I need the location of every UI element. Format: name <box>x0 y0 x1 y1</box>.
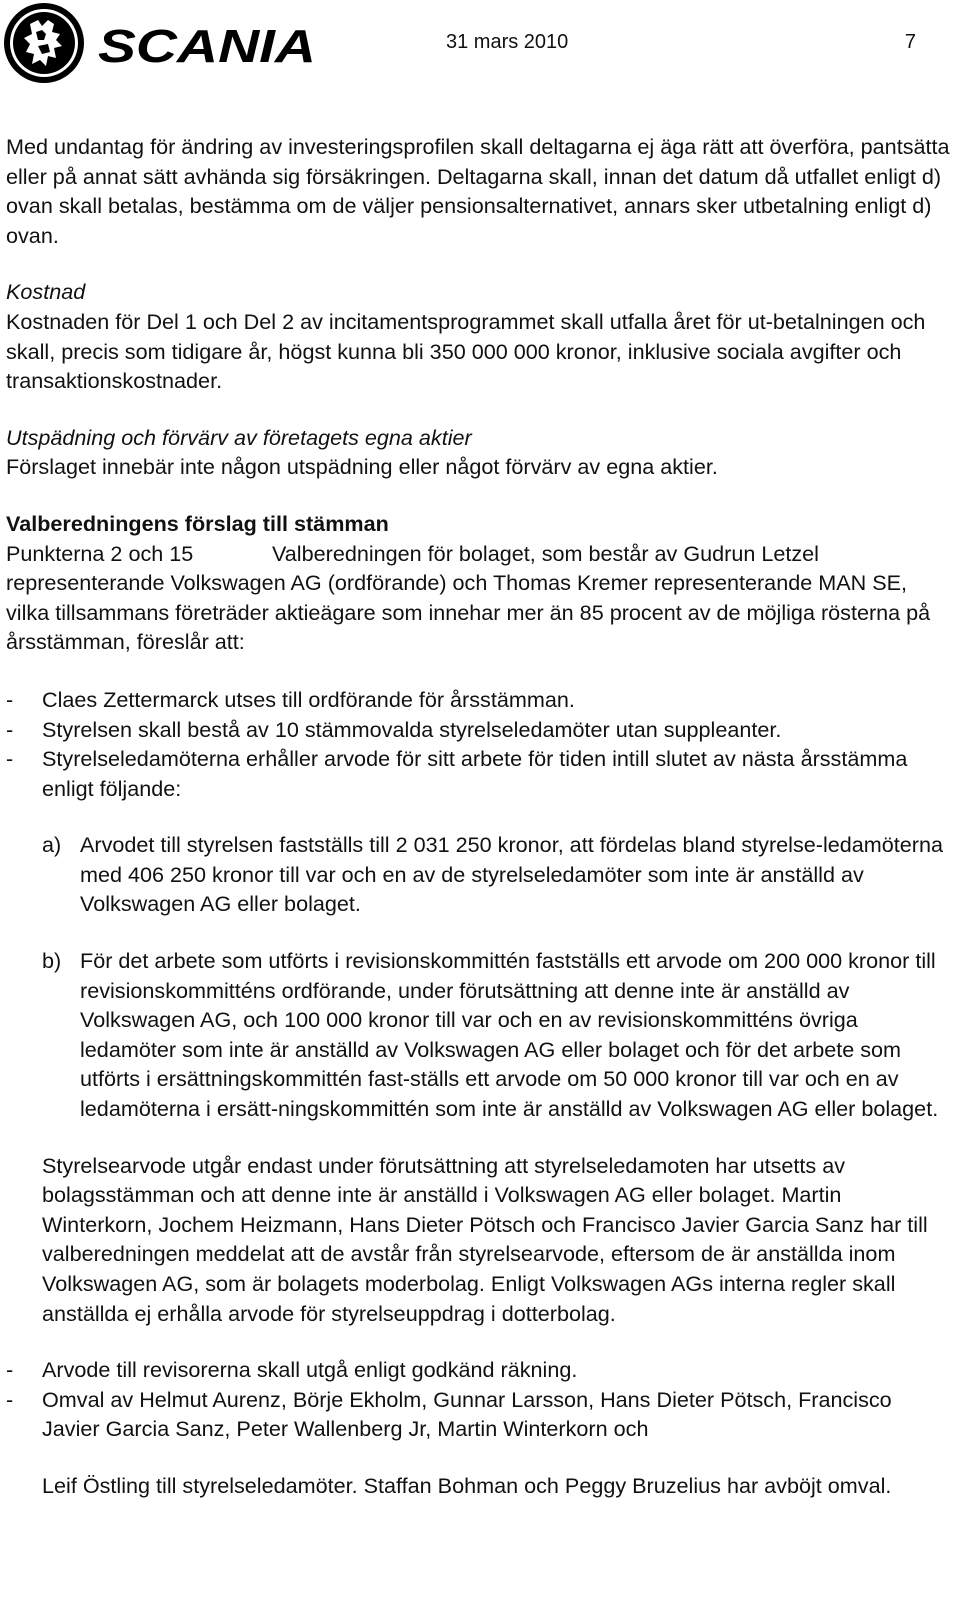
utspadning-text: Förslaget innebär inte någon utspädning eller något förvärv av egna aktier. <box>6 454 718 480</box>
valberedning-heading: Valberedningens förslag till stämman <box>6 510 389 536</box>
sub-item-label: a) <box>42 832 62 858</box>
intro-paragraph: Med undantag för ändring av investeringsprofilen skall deltagarna ej äga rätt att överföra, pantsätta eller på annat sätt avhända sig försäkringen. Deltagarna skall, innan det datum då utfallet enligt d) ovan skall betalas, bestämma om de väljer pensionsalternativet, annars sker utbetalning enligt d) ovan. <box>6 134 950 248</box>
kostnad-heading: Kostnad <box>6 279 86 305</box>
svg-text:SCANIA: SCANIA <box>98 20 316 72</box>
punkt-text-rest: representerande Volkswagen AG (ordförande) och Thomas Kremer representerande MAN SE, vilka tillsammans företräder aktieägare som innehar mer än 85 procent av de möjliga rösterna på årsstämman, föreslår att: <box>6 570 931 655</box>
page-header <box>0 0 960 90</box>
document-date: 31 mars 2010 <box>446 31 569 53</box>
sub-item-a <box>6 830 952 919</box>
list-item-text: Claes Zettermarck utses till ordförande för årsstämman. <box>42 686 575 712</box>
sub-item-text: För det arbete som utförts i revisionskommittén fastställs ett arvode om 200 000 kronor till revisionskommitténs ordförande, under förutsättning att denne inte är anställd av Volkswagen AG, och 100 000 kronor till var och en av revisionskommitténs övriga ledamöter som inte är anställd av Volkswagen AG eller bolaget och för det arbete som utförts i ersättningskommittén fast-ställs ett arvode om 50 000 kronor till var och en av ledamöterna i ersätt-ningskommittén som inte är anställd av Volkswagen AG eller bolaget. <box>80 948 939 1122</box>
list-item-text: Arvode till revisorerna skall utgå enligt godkänd räkning. <box>42 1357 578 1383</box>
list-item <box>6 1355 952 1385</box>
dash-marker: - <box>6 716 14 742</box>
punkt-label: Punkterna 2 och 15 <box>6 540 194 566</box>
list-item <box>6 715 952 745</box>
dash-marker: - <box>6 686 14 712</box>
dash-marker: - <box>6 746 14 772</box>
sub-item-b <box>6 946 952 1124</box>
dash-marker: - <box>6 1357 14 1383</box>
scania-griffin-logo-icon <box>2 2 322 86</box>
sub-item-text: Arvodet till styrelsen fastställs till 2 031 250 kronor, att fördelas bland styrelse-ledamöterna med 406 250 kronor till var och en av de styrelseledamöter som inte är anställd av Volkswagen AG eller bolaget. <box>80 832 943 917</box>
utspadning-heading: Utspädning och förvärv av företagets egna aktier <box>6 424 472 450</box>
list-item <box>6 744 952 803</box>
closing-paragraph: Leif Östling till styrelseledamöter. Staffan Bohman och Peggy Bruzelius har avböjt omval. <box>42 1472 892 1498</box>
document-body <box>6 132 952 1501</box>
page-number: 7 <box>904 31 916 53</box>
punkt-text-first: Valberedningen för bolaget, som består av Gudrun Letzel <box>272 540 819 566</box>
list-item-text: Styrelsen skall bestå av 10 stämmovalda styrelseledamöter utan suppleanter. <box>42 716 782 742</box>
list-item-text: Omval av Helmut Aurenz, Börje Ekholm, Gunnar Larsson, Hans Dieter Pötsch, Francisco Javier Garcia Sanz, Peter Wallenberg Jr, Martin Winterkorn och <box>42 1386 892 1442</box>
list-item <box>6 1385 952 1444</box>
list-item <box>6 685 952 715</box>
dash-marker: - <box>6 1386 14 1412</box>
sub-item-label: b) <box>42 948 62 974</box>
list-item-text: Styrelseledamöterna erhåller arvode för sitt arbete för tiden intill slutet av nästa årsstämma enligt följande: <box>42 746 908 801</box>
scania-logo <box>2 2 322 86</box>
kostnad-text: Kostnaden för Del 1 och Del 2 av incitamentsprogrammet skall utfalla året för ut-betalningen och skall, precis som tidigare år, högst kunna bli 350 000 000 kronor, inklusive sociala avgifter och transaktionskostnader. <box>6 308 926 394</box>
styrelsearvode-paragraph: Styrelsearvode utgår endast under förutsättning att styrelseledamoten har utsetts av bolagsstämman och att denne inte är anställd i Volkswagen AG eller bolaget. Martin Winterkorn, Jochem Heizmann, Hans Dieter Pötsch och Francisco Javier Garcia Sanz har till valberedningen meddelat att de avstår från styrelsearvode, eftersom de är anställda inom Volkswagen AG, som är bolagets moderbolag. Enligt Volkswagen AGs interna regler skall anställda ej erhålla arvode för styrelseuppdrag i dotterbolag. <box>42 1152 928 1326</box>
punkt-row <box>6 539 952 569</box>
